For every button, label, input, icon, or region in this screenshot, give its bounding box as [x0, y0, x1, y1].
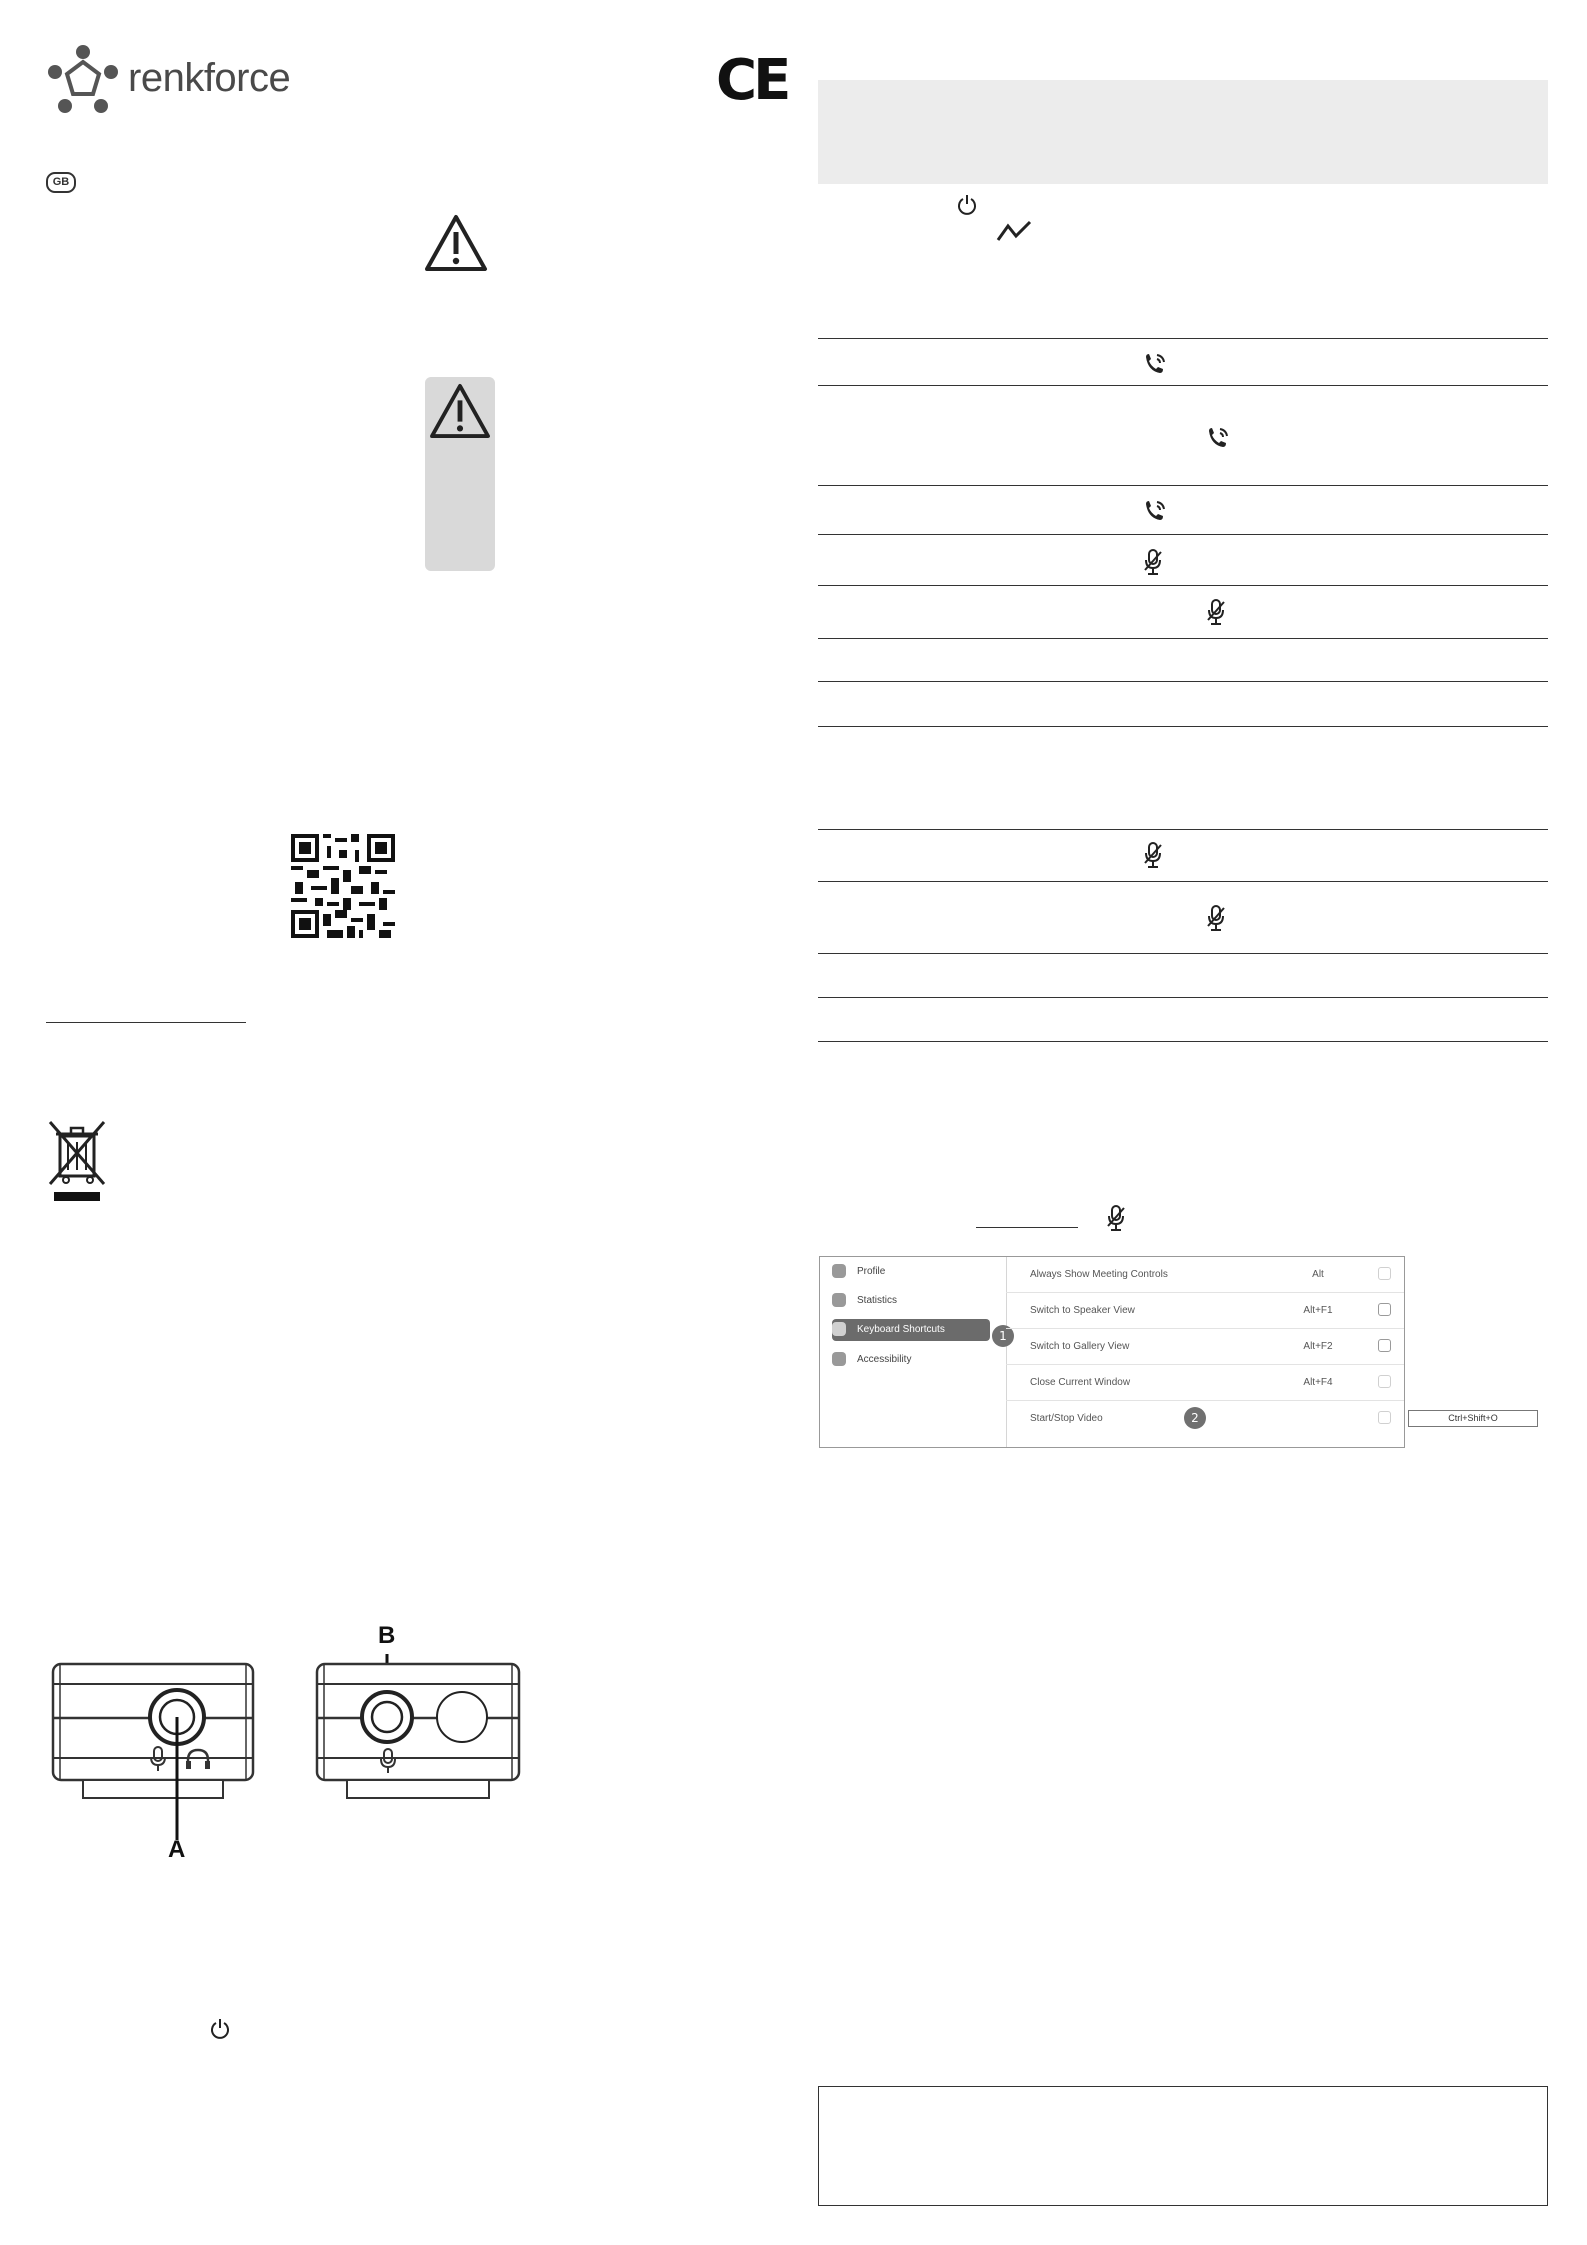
shortcut-keys: Alt: [1312, 1269, 1324, 1280]
brand-logo: [44, 42, 304, 120]
table-rule: [818, 385, 1548, 386]
shortcut-label: Always Show Meeting Controls: [1030, 1269, 1168, 1280]
label-a: A: [168, 1836, 186, 1863]
keyboard-icon: [832, 1322, 846, 1336]
device-b-illustration: [314, 1622, 524, 1822]
table-rule: [818, 585, 1548, 586]
label-b: B: [378, 1622, 396, 1649]
crossed-bin-icon: [46, 1118, 108, 1202]
shortcut-row[interactable]: [1006, 1401, 1498, 1436]
sidebar-item-accessibility[interactable]: [832, 1349, 990, 1371]
table-rule: [818, 338, 1548, 339]
shortcut-checkbox[interactable]: [1378, 1411, 1391, 1424]
profile-icon: [832, 1264, 846, 1278]
phone-icon: [1142, 498, 1168, 524]
shortcut-row[interactable]: [1006, 1365, 1404, 1401]
device-a-illustration: [50, 1660, 260, 1863]
warning-box: [425, 377, 495, 571]
power-icon: [957, 194, 977, 216]
shortcut-checkbox[interactable]: [1378, 1267, 1391, 1280]
callout-1: 1: [992, 1325, 1014, 1347]
table-rule: [818, 534, 1548, 535]
shortcut-label: Close Current Window: [1030, 1377, 1131, 1388]
sidebar-item-profile[interactable]: [832, 1261, 990, 1283]
shortcut-checkbox[interactable]: [1378, 1375, 1391, 1388]
settings-sidebar: [820, 1257, 1007, 1447]
shortcut-keys: Alt+F4: [1303, 1377, 1333, 1388]
settings-screenshot: [819, 1256, 1498, 1448]
shortcut-key-input[interactable]: Ctrl+Shift+O: [1408, 1410, 1538, 1427]
power-icon: [210, 2018, 230, 2040]
microphone-icon: [380, 1748, 396, 1774]
mute-mic-icon: [1206, 598, 1226, 626]
shortcut-row[interactable]: [1006, 1257, 1404, 1293]
brand-name: renkforce: [128, 56, 291, 100]
shortcut-label: Switch to Speaker View: [1030, 1305, 1135, 1316]
mute-mic-icon: [1206, 904, 1226, 932]
brand-logo-mark: [44, 42, 122, 120]
sidebar-item-keyboard-shortcuts[interactable]: [832, 1319, 990, 1341]
table-rule: [818, 485, 1548, 486]
warning-icon: [429, 383, 491, 439]
mute-mic-icon: [1143, 548, 1163, 576]
table-rule: [818, 726, 1548, 727]
ce-mark: CE: [716, 48, 788, 113]
shortcut-keys: Alt+F2: [1303, 1341, 1333, 1352]
table-rule: [818, 681, 1548, 682]
shortcut-label: Switch to Gallery View: [1030, 1341, 1130, 1352]
table-rule: [818, 953, 1548, 954]
headphones-icon: [185, 1748, 211, 1770]
sidebar-item-label: Profile: [857, 1266, 886, 1277]
shortcut-checkbox[interactable]: [1378, 1339, 1391, 1352]
phone-icon: [1142, 351, 1168, 377]
section-header-band: [818, 80, 1548, 184]
table-rule: [818, 997, 1548, 998]
sidebar-item-statistics[interactable]: [832, 1290, 990, 1312]
mute-mic-icon: [1106, 1204, 1126, 1232]
battery-curve-icon: [996, 220, 1032, 242]
sidebar-item-label: Keyboard Shortcuts: [857, 1324, 945, 1335]
shortcut-row[interactable]: [1006, 1293, 1404, 1329]
table-rule: [818, 1041, 1548, 1042]
statistics-icon: [832, 1293, 846, 1307]
device-b-drawing: [314, 1622, 524, 1822]
bottom-notice-box: [818, 2086, 1548, 2206]
callout-2: 2: [1184, 1407, 1206, 1429]
underlined-link: [976, 1227, 1078, 1228]
table-rule: [818, 881, 1548, 882]
qr-code: [291, 834, 395, 938]
language-badge: GB: [46, 172, 76, 193]
sidebar-item-label: Accessibility: [857, 1354, 912, 1365]
table-rule: [818, 638, 1548, 639]
mute-mic-icon: [1143, 841, 1163, 869]
accessibility-icon: [832, 1352, 846, 1366]
shortcut-row[interactable]: [1006, 1329, 1404, 1365]
warning-icon: [424, 214, 488, 272]
shortcut-label: Start/Stop Video: [1030, 1413, 1103, 1424]
phone-icon: [1205, 425, 1231, 451]
section-rule: [46, 1022, 246, 1023]
shortcut-checkbox[interactable]: [1378, 1303, 1391, 1316]
microphone-icon: [150, 1746, 166, 1772]
shortcut-keys: Alt+F1: [1303, 1305, 1333, 1316]
sidebar-item-label: Statistics: [857, 1295, 898, 1306]
table-rule: [818, 829, 1548, 830]
